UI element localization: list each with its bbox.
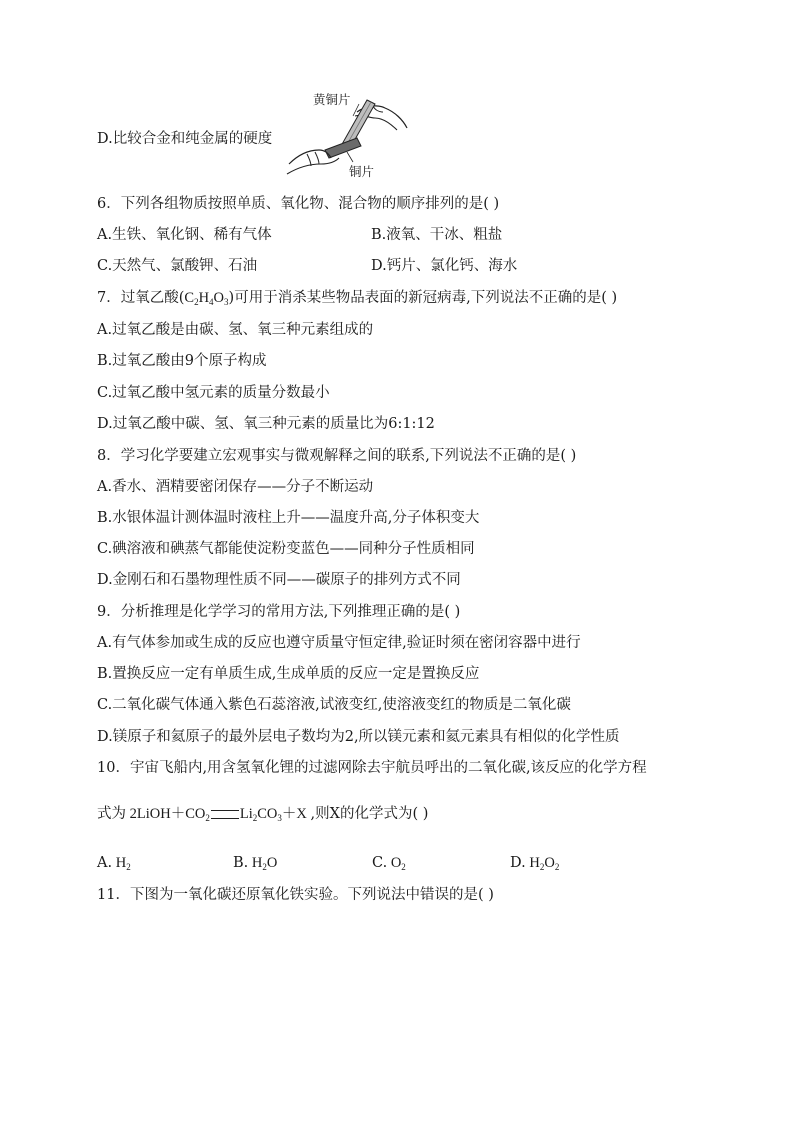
q9-option-b: B.置换反应一定有单质生成,生成单质的反应一定是置换反应 [97,666,480,682]
copper-sheet-label: 铜片 [349,164,375,179]
q7-stem [97,288,617,312]
q8-option-c: C.碘溶液和碘蒸气都能使淀粉变蓝色——同种分子性质相同 [97,541,475,557]
q6-option-a: A.生铁、氧化钢、稀有气体 [97,227,272,243]
chemical-equation: $2LiOH+CO_2$ $Li_2CO_3+X$ [126,806,311,823]
q6-stem: 6．下列各组物质按照单质、氧化物、混合物的顺序排列的是( ) [97,196,500,212]
q7-stem-pre: 7．过氧乙酸( [97,290,185,306]
q9-option-c: C.二氧化碳气体通入紫色石蕊溶液,试液变红,使溶液变红的物质是二氧化碳 [97,697,571,713]
q10-option-c: C. $O_2$ [372,855,406,872]
q10-stem: 10．宇宙飞船内,用含氢氧化锂的过滤网除去宇航员呼出的二氧化碳,该反应的化学方程 [97,760,647,776]
q6-option-b: B.液氧、干冰、粗盐 [371,227,503,243]
q10-option-d: D. $H_2O_2$ [510,855,560,872]
q10-line2-pre: 式为 [97,806,126,822]
q9-option-d: D.镁原子和氦原子的最外层电子数均为2,所以镁元素和氦元素具有相似的化学性质 [97,729,620,745]
hardness-comparison-figure [285,94,410,182]
equals-sign [211,810,239,819]
q6-option-d: D.钙片、氯化钙、海水 [371,258,518,274]
q10-option-a: A. $H_2$ [97,855,131,872]
q10-option-b: B. $H_2O$ [233,855,278,872]
q8-stem: 8．学习化学要建立宏观事实与微观解释之间的联系,下列说法不正确的是( ) [97,448,577,464]
q6-option-c: C.天然气、氯酸钾、石油 [97,258,258,274]
q7-option-d: D.过氧乙酸中碳、氢、氧三种元素的质量比为6:1:12 [97,416,435,432]
q7-stem-post: )可用于消杀某些物品表面的新冠病毒,下列说法不正确的是( ) [228,290,618,306]
q7-option-a: A.过氧乙酸是由碳、氢、氧三种元素组成的 [97,322,374,338]
q5-option-d: D.比较合金和纯金属的硬度 [97,131,273,147]
q10-equation-line [97,804,428,828]
q9-option-a: A.有气体参加或生成的反应也遵守质量守恒定律,验证时须在密闭容器中进行 [97,635,581,651]
q9-stem: 9．分析推理是化学学习的常用方法,下列推理正确的是( ) [97,604,461,620]
peracetic-acid-formula: $C_2H_4O_3$ [184,290,229,307]
q7-option-c: C.过氧乙酸中氢元素的质量分数最小 [97,385,330,401]
q8-option-b: B.水银体温计测体温时液柱上升——温度升高,分子体积变大 [97,510,480,526]
brass-sheet-label: 黄铜片 [313,92,351,107]
q11-stem: 11．下图为一氧化碳还原氧化铁实验。下列说法中错误的是( ) [97,887,494,903]
q8-option-a: A.香水、酒精要密闭保存——分子不断运动 [97,479,374,495]
q7-option-b: B.过氧乙酸由9个原子构成 [97,353,267,369]
q8-option-d: D.金刚石和石墨物理性质不同——碳原子的排列方式不同 [97,572,461,588]
q10-line2-post: ,则X的化学式为( ) [310,806,429,822]
